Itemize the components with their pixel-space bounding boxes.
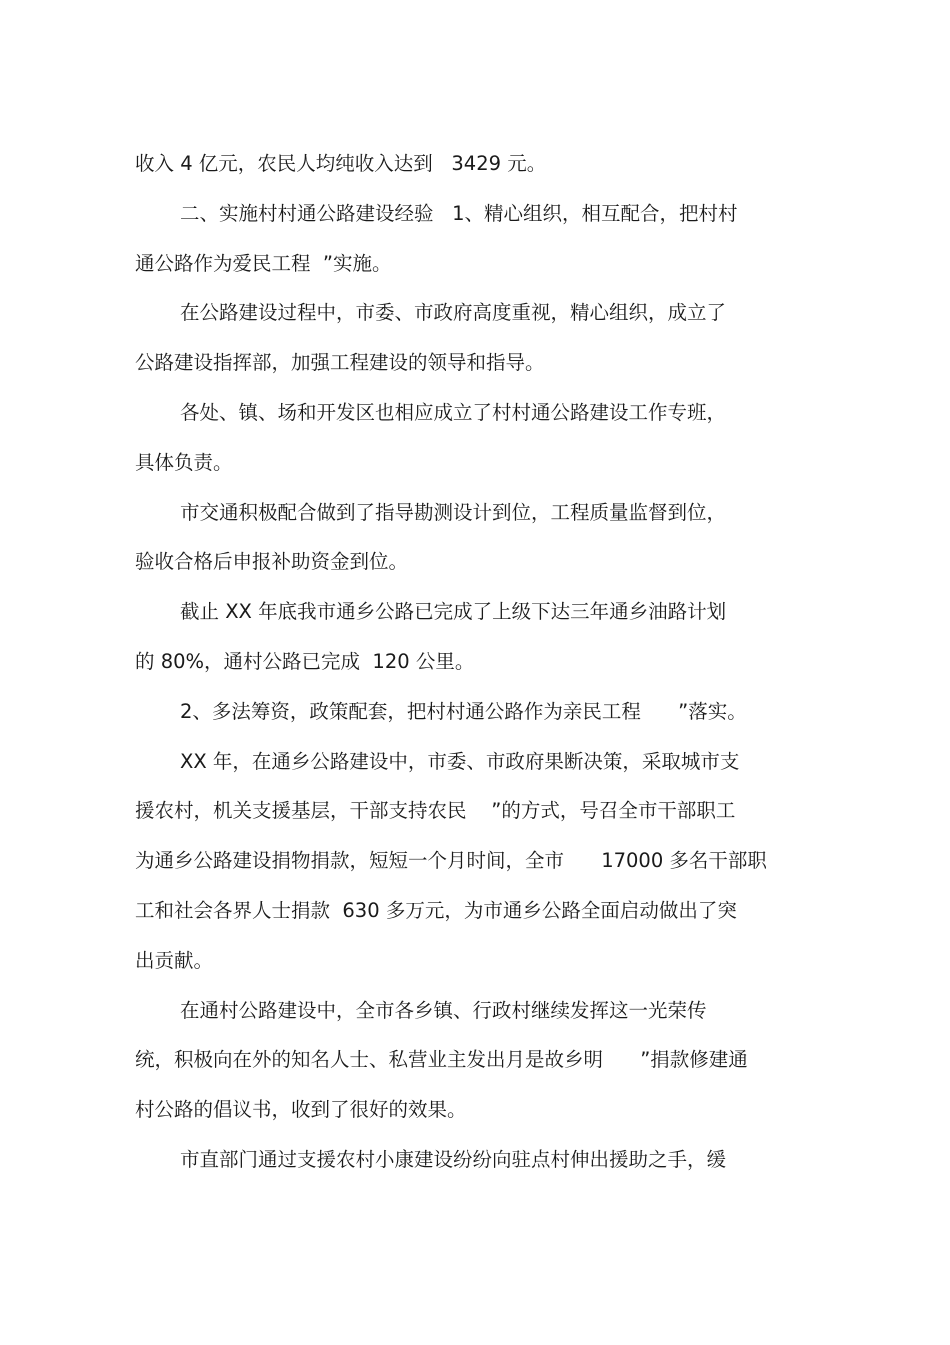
text-line-7: 具体负责。 (135, 451, 233, 474)
section-heading-funding: 2、多法筹资，政策配套，把村村通公路作为亲民工程 ”落实。 (180, 700, 747, 723)
text-line-19: 统，积极向在外的知名人士、私营业主发出月是故乡明 ”捐款修建通 (135, 1048, 748, 1071)
text-line-20: 村公路的倡议书，收到了很好的效果。 (135, 1098, 467, 1121)
text-line-1: 收入 4 亿元，农民人均纯收入达到 3429 元。 (135, 152, 547, 175)
paragraph-start-5: 截止 XX 年底我市通乡公路已完成了上级下达三年通乡油路计划 (180, 600, 727, 623)
paragraph-start-2: 在公路建设过程中，市委、市政府高度重视，精心组织，成立了 (180, 301, 727, 324)
paragraph-start-6: XX 年，在通乡公路建设中，市委、市政府果断决策，采取城市支 (180, 750, 740, 773)
paragraph-start-7: 在通村公路建设中，全市各乡镇、行政村继续发挥这一光荣传 (180, 999, 707, 1022)
text-line-15: 为通乡公路建设捐物捐款，短短一个月时间，全市 17000 多名干部职 (135, 849, 767, 872)
text-line-16: 工和社会各界人士捐款 630 多万元，为市通乡公路全面启动做出了突 (135, 899, 737, 922)
section-heading-experience: 二、实施村村通公路建设经验 1、精心组织，相互配合，把村村 (180, 202, 738, 225)
paragraph-start-4: 市交通积极配合做到了指导勘测设计到位，工程质量监督到位， (180, 501, 727, 524)
text-line-3: 通公路作为爱民工程 ”实施。 (135, 252, 392, 275)
text-line-17: 出贡献。 (135, 949, 214, 972)
paragraph-start-8: 市直部门通过支援农村小康建设纷纷向驻点村伸出援助之手，缓 (180, 1148, 727, 1171)
text-line-5: 公路建设指挥部，加强工程建设的领导和指导。 (135, 351, 545, 374)
paragraph-start-3: 各处、镇、场和开发区也相应成立了村村通公路建设工作专班， (180, 401, 727, 424)
text-line-9: 验收合格后申报补助资金到位。 (135, 550, 409, 573)
text-line-11: 的 80%，通村公路已完成 120 公里。 (135, 650, 475, 673)
text-line-14: 援农村，机关支援基层，干部支持农民 ”的方式，号召全市干部职工 (135, 799, 736, 822)
